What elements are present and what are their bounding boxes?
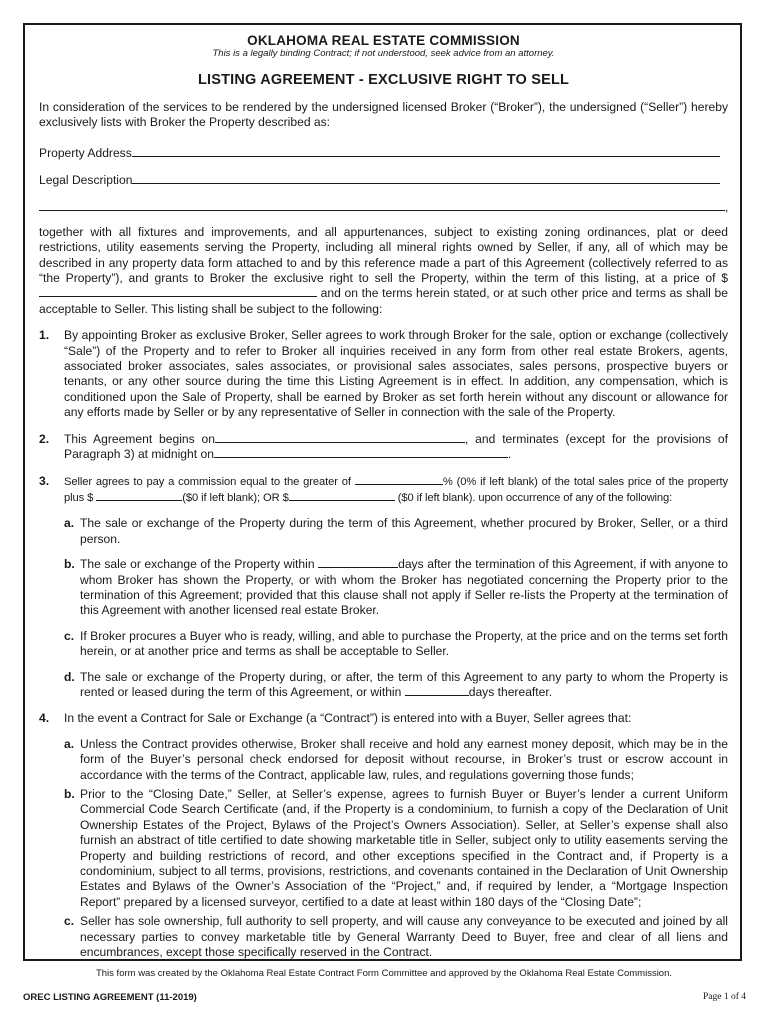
commission-percent-field[interactable]: [355, 474, 443, 485]
section-2-number: 2.: [39, 431, 50, 446]
listing-price-field[interactable]: [39, 286, 317, 297]
legal-notice: This is a legally binding Contract; if not understood, seek advice from an attorney.: [212, 48, 555, 59]
legal-description-continuation: [39, 199, 728, 214]
form-id: OREC LISTING AGREEMENT (11-2019): [23, 992, 197, 1003]
section-3c: [64, 629, 728, 660]
section-4-number: 4.: [39, 711, 50, 726]
section-3: [39, 474, 728, 507]
section-3c-label: c.: [64, 628, 75, 643]
section-4b: [64, 787, 728, 910]
section-3a-text: The sale or exchange of the Property during the term of this Agreement, whether procured by Broker, Seller, or a third person.: [80, 516, 728, 546]
section-3d-text: [80, 670, 728, 701]
section-4c-label: c.: [64, 914, 75, 929]
begin-date-field[interactable]: [215, 432, 465, 443]
section-3d-pre: The sale or exchange of the Property during, or after, the term of this Agreement to any party to whom the Property is rented or leased during the term of this Agreement, or within: [80, 669, 728, 699]
commission-percent-text: % (0% if left blank) of the total sales price of the property plus $: [64, 475, 729, 504]
section-3a: [64, 516, 728, 547]
document-frame: [23, 23, 742, 961]
page-number: Page 1 of 4: [702, 992, 746, 1002]
section-3b-post: days after the termination of this Agreement, if with anyone to whom Broker has shown the Property, or with whom the Broker has negotiated concerning the Property prior to the termination of this Agreement; provided that this clause shall not apply if Seller re-lists the Property at the termination of this Agreement with another licensed real estate Broker.: [80, 557, 728, 618]
section-1-number: 1.: [39, 328, 50, 343]
legal-description-field-2[interactable]: [39, 199, 725, 211]
protection-days-field[interactable]: [318, 557, 398, 568]
legal-description-field[interactable]: [132, 172, 720, 184]
section-2: [39, 432, 728, 463]
commission-plus-field[interactable]: [96, 490, 182, 501]
section-3d: [64, 670, 728, 701]
section-3b-label: b.: [64, 557, 75, 572]
section-3d-post: days thereafter.: [468, 684, 553, 699]
section-4b-label: b.: [64, 787, 75, 801]
commission-title: OKLAHOMA REAL ESTATE COMMISSION: [247, 33, 520, 48]
terminates-label: , and terminates (except for the provisions of Paragraph 3) at midnight on: [64, 431, 728, 462]
section-3a-label: a.: [64, 516, 75, 531]
commission-flat-field[interactable]: [289, 490, 395, 501]
commission-or-text: ($0 if left blank); OR $: [182, 491, 289, 504]
section-4a: [64, 737, 728, 783]
section-1-text: By appointing Broker as exclusive Broker, Seller agrees to work through Broker for the sale, option or exchange (collectively “Sale”) of the Property and to refer to Broker all inquiries received in any form from other real estate Brokers, agents, associated broker associates, sales associates, or provisional sales associates, sales persons, prospective buyers or tenants, or any other source during the time this Listing Agreement is in effect. In addition, any compensation, which is conditioned upon the Sale of Property, shall be earned by Broker as set forth herein without any discount or allowance for any efforts made by Seller or by any representative of Seller in connection with the sale of the Property.: [64, 328, 728, 420]
section-4c: [64, 914, 728, 960]
section-3b-pre: The sale or exchange of the Property within: [80, 557, 315, 572]
form-title: LISTING AGREEMENT - EXCLUSIVE RIGHT TO SELL: [197, 72, 570, 88]
document-body: [39, 25, 728, 960]
section-3c-text: If Broker procures a Buyer who is ready, willing, and able to purchase the Property, at the price and on the terms set forth herein, or at another price and terms as shall be acceptable to Seller.: [80, 628, 728, 659]
footer-note: This form was created by the Oklahoma Real Estate Contract Form Committee and approved by the Oklahoma Real Estate Commission.: [95, 968, 673, 979]
property-paragraph: [39, 225, 728, 317]
section-4a-label: a.: [64, 736, 75, 751]
intro-paragraph: In consideration of the services to be rendered by the undersigned licensed Broker (“Broker”), the undersigned (“Seller”) hereby exclusively lists with Broker the Property described as:: [39, 100, 728, 130]
section-3-number: 3.: [39, 473, 50, 488]
property-address-label: Property Address: [39, 145, 132, 160]
property-paragraph-text-2: and on the terms herein stated, or at such other price and terms as shall be acceptable to Seller. This listing shall be subject to the following:: [39, 286, 728, 316]
section-3b-text: [80, 557, 728, 619]
trailing-comma: ,: [725, 199, 729, 214]
lease-days-field[interactable]: [405, 685, 469, 696]
commission-label: Seller agrees to pay a commission equal to the greater of: [64, 475, 351, 488]
property-paragraph-text: together with all fixtures and improvements, and all appurtenances, subject to existing zoning ordinances, plat or deed restrictions, utility easements serving the Property, including all mineral rights owned by Seller, if any, all of which may be described in any property data form attached to and by this reference made a part of this Agreement (collectively referred to as “the Property”), and grants to Broker the exclusive right to sell the Property, within the term of this listing, at a price of: [39, 224, 728, 286]
section-1: [39, 328, 728, 420]
legal-description-line: [39, 172, 728, 187]
property-address-line: [39, 145, 728, 160]
price-dollar-sign: $: [721, 271, 728, 286]
section-3-text: [64, 474, 728, 507]
begins-label: This Agreement begins on: [64, 431, 215, 446]
section-4a-text: Unless the Contract provides otherwise, Broker shall receive and hold any earnest money deposit, which may be in the form of the Buyer’s personal check endorsed for deposit without recourse, in Broker’s trust or escrow account in accordance with the terms of the Contract, applicable law, rules, and regulations governing those funds;: [80, 736, 728, 782]
commission-trigger-text: ($0 if left blank). upon occurrence of any of the following:: [397, 491, 673, 504]
end-date-field[interactable]: [214, 447, 508, 458]
section-4c-text: Seller has sole ownership, full authority to sell property, and will cause any conveyance to be executed and joined by all necessary parties to convey marketable title by General Warranty Deed to Buyer, free and clear of all liens and encumbrances, except those specifically reserved in the Contract.: [80, 914, 728, 960]
section-3b: [64, 557, 728, 619]
section-4b-text: Prior to the “Closing Date,” Seller, at Seller’s expense, agrees to furnish Buyer or Buyer’s lender a current Uniform Commercial Code Search Certificate (and, if the Property is a condominium, to furnish a copy of the Declaration of Unit Ownership Estates of the Project, Bylaws of the Project’s Owners Association). Seller, at Seller’s expense shall also furnish an abstract of title certified to date showing marketable title in Seller, subject only to utility easements serving the Property and building restrictions of record, and other exceptions specified in the Contract and, if Property is a condominium, subject to all terms, provisions, restrictions, and covenants contained in the Declaration of Unit Ownership Estates and Bylaws of the Owner’s Association of the “Project,” and, if required by lender, a “Mortgage Inspection Report” prepared by a licensed surveyor, certified to a date at least within 180 days of the “Closing Date”;: [80, 787, 728, 909]
section-3d-label: d.: [64, 669, 75, 684]
section-4-text: In the event a Contract for Sale or Exchange (a “Contract”) is entered into with a Buyer, Seller agrees that:: [64, 711, 632, 726]
section-4: [39, 711, 728, 726]
legal-description-label: Legal Description: [39, 172, 133, 187]
property-address-field[interactable]: [132, 145, 720, 157]
section-2-text: [64, 432, 728, 463]
period: .: [507, 447, 512, 462]
